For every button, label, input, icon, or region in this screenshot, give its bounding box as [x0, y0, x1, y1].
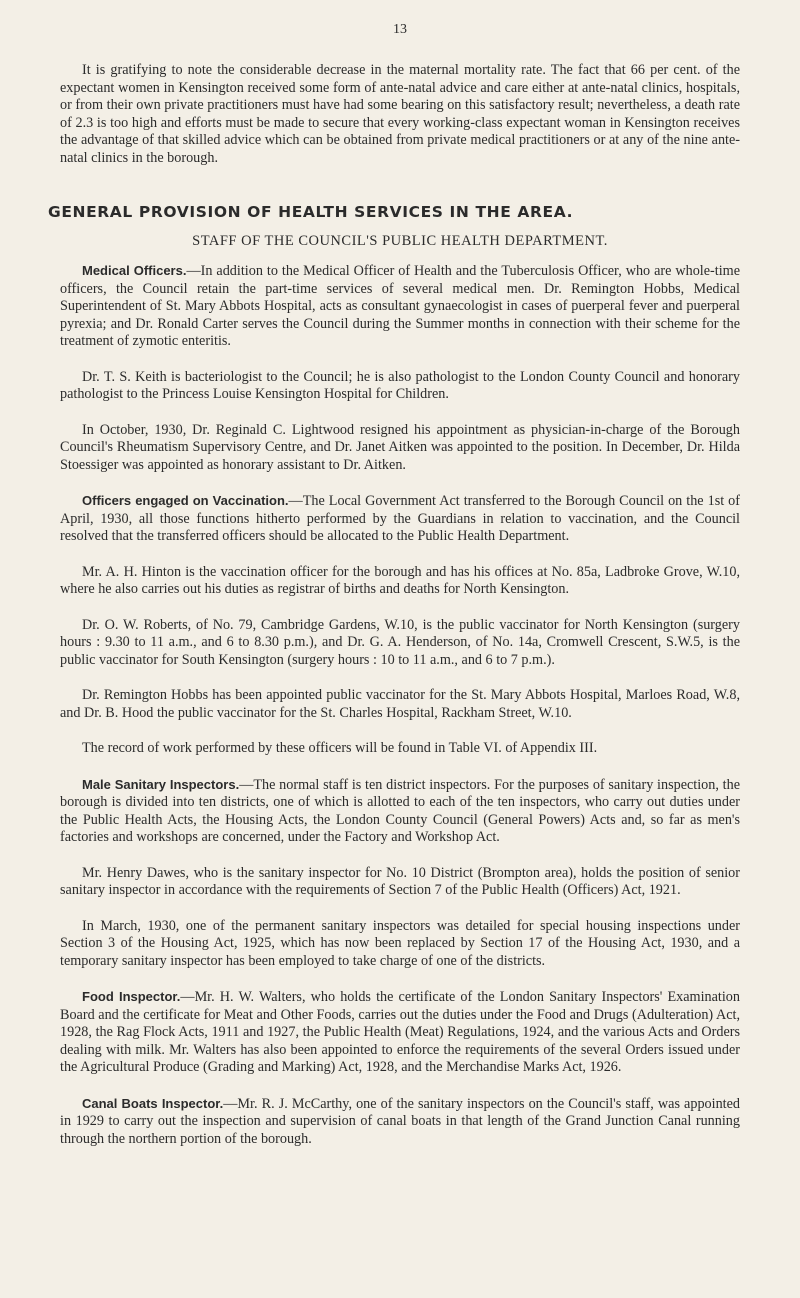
- lightwood-paragraph: In October, 1930, Dr. Reginald C. Lightwood resigned his appointment as physician-in-charge of the Borough Council's Rheumatism Supervisory Centre, and Dr. Janet Aitken was appointed to the position. In December, Dr. Hilda Stoessiger was appointed as honorary assistant to Dr. Aitken.: [60, 421, 740, 473]
- sanitary-inspectors-text: —The normal staff is ten district inspectors. For the purposes of sanitary inspection, the borough is divided into ten districts, one of which is allotted to each of the ten inspectors, who carry out duties under the Public Health Acts, the Housing Acts, the London County Council (General Powers) Acts and, so far as men's factories and workshops are concerned, under the Factory and Workshop Act.: [60, 776, 740, 845]
- food-inspector-paragraph: [60, 988, 740, 1077]
- keith-paragraph: Dr. T. S. Keith is bacteriologist to the Council; he is also pathologist to the London County Council and honorary pathologist to the Princess Louise Kensington Hospital for Children.: [60, 368, 740, 402]
- vaccination-paragraph: [60, 492, 740, 546]
- medical-officers-text: —In addition to the Medical Officer of Health and the Tuberculosis Officer, who are whole-time officers, the Council retain the part-time services of several medical men. Dr. Remington Hobbs, Medical Superintendent of St. Mary Abbots Hospital, acts as consultant gynaecologist in cases of puerperal fever and puerperal pyrexia; and Dr. Ronald Carter serves the Council during the Summer months in connection with their scheme for the treatment of zymotic enteritis.: [60, 263, 740, 349]
- hinton-paragraph: Mr. A. H. Hinton is the vaccination officer for the borough and has his offices at No. 85a, Ladbroke Grove, W.10, where he also carries out his duties as registrar of births and deaths for North Kensington.: [60, 563, 740, 597]
- vaccination-text: —The Local Government Act transferred to the Borough Council on the 1st of April, 1930, all those functions hitherto performed by the Guardians in relation to vaccination, and the Council resolved that the transferred officers should be allocated to the Public Health Department.: [60, 493, 740, 544]
- medical-officers-heading: Medical Officers.: [82, 263, 187, 278]
- roberts-paragraph: Dr. O. W. Roberts, of No. 79, Cambridge Gardens, W.10, is the public vaccinator for North Kensington (surgery hours : 9.30 to 11 a.m., and 6 to 8.30 p.m.), and Dr. G. A. Henderson, of No. 14a, Cromwell Crescent, S.W.5, is the public vaccinator for South Kensington (surgery hours : 10 to 11 a.m., and 6 to 7 p.m.).: [60, 616, 740, 668]
- section-heading: GENERAL PROVISION OF HEALTH SERVICES IN THE AREA.: [48, 203, 574, 221]
- canal-boats-heading: Canal Boats Inspector.: [82, 1095, 224, 1111]
- medical-officers-paragraph: [60, 262, 740, 351]
- sanitary-inspectors-heading: Male Sanitary Inspectors.: [82, 776, 240, 792]
- food-inspector-heading: Food Inspector.: [82, 989, 181, 1004]
- food-inspector-text: —Mr. H. W. Walters, who holds the certificate of the London Sanitary Inspectors' Examination Board and the certificate for Meat and Other Foods, carries out the duties under the Food and Drugs (Adulteration) Act, 1928, the Rag Flock Acts, 1911 and 1927, the Public Health (Meat) Regulations, 1924, and the various Acts and Orders dealing with milk. Mr. Walters has also been appointed to enforce the requirements of the several Orders issued under the Agricultural Produce (Grading and Marking) Act, 1928, and the Merchandise Marks Act, 1926.: [60, 989, 740, 1075]
- dawes-paragraph: Mr. Henry Dawes, who is the sanitary inspector for No. 10 District (Brompton area), holds the position of senior sanitary inspector in accordance with the requirements of Section 7 of the Public Health (Officers) Act, 1921.: [60, 864, 740, 898]
- canal-boats-text: —Mr. R. J. McCarthy, one of the sanitary inspectors on the Council's staff, was appointed in 1929 to carry out the inspection and supervision of canal boats in that length of the Grand Junction Canal running through the northern portion of the borough.: [60, 1095, 741, 1147]
- intro-paragraph: It is gratifying to note the considerable decrease in the maternal mortality rate. The fact that 66 per cent. of the expectant women in Kensington received some form of ante-natal advice and care either at ante-natal clinics, hospitals, or from their own private practitioners must have had some bearing on this satisfactory result; nevertheless, a death rate of 2.3 is too high and efforts must be made to secure that every working-class expectant woman in Kensington receives the advantage of that skilled advice which can be obtained from private medical practitioners or at any of the nine ante-natal clinics in the borough.: [60, 62, 740, 166]
- march-paragraph: In March, 1930, one of the permanent sanitary inspectors was detailed for special housing inspections under Section 3 of the Housing Act, 1925, which has now been replaced by Section 17 of the Housing Act, 1930, and a temporary sanitary inspector has been employed to take charge of one of the districts.: [60, 917, 740, 969]
- vaccination-heading: Officers engaged on Vaccination.: [82, 493, 289, 508]
- sanitary-inspectors-paragraph: [60, 776, 740, 847]
- canal-boats-paragraph: [60, 1095, 740, 1149]
- subsection-heading: STAFF OF THE COUNCIL'S PUBLIC HEALTH DEPARTMENT.: [192, 233, 608, 249]
- hobbs-paragraph: Dr. Remington Hobbs has been appointed public vaccinator for the St. Mary Abbots Hospital, Marloes Road, W.8, and Dr. B. Hood the public vaccinator for the St. Charles Hospital, Rackham Street, W.10.: [60, 687, 740, 721]
- record-paragraph: The record of work performed by these officers will be found in Table VI. of Appendix III.: [82, 740, 598, 756]
- page-number: 13: [393, 22, 407, 37]
